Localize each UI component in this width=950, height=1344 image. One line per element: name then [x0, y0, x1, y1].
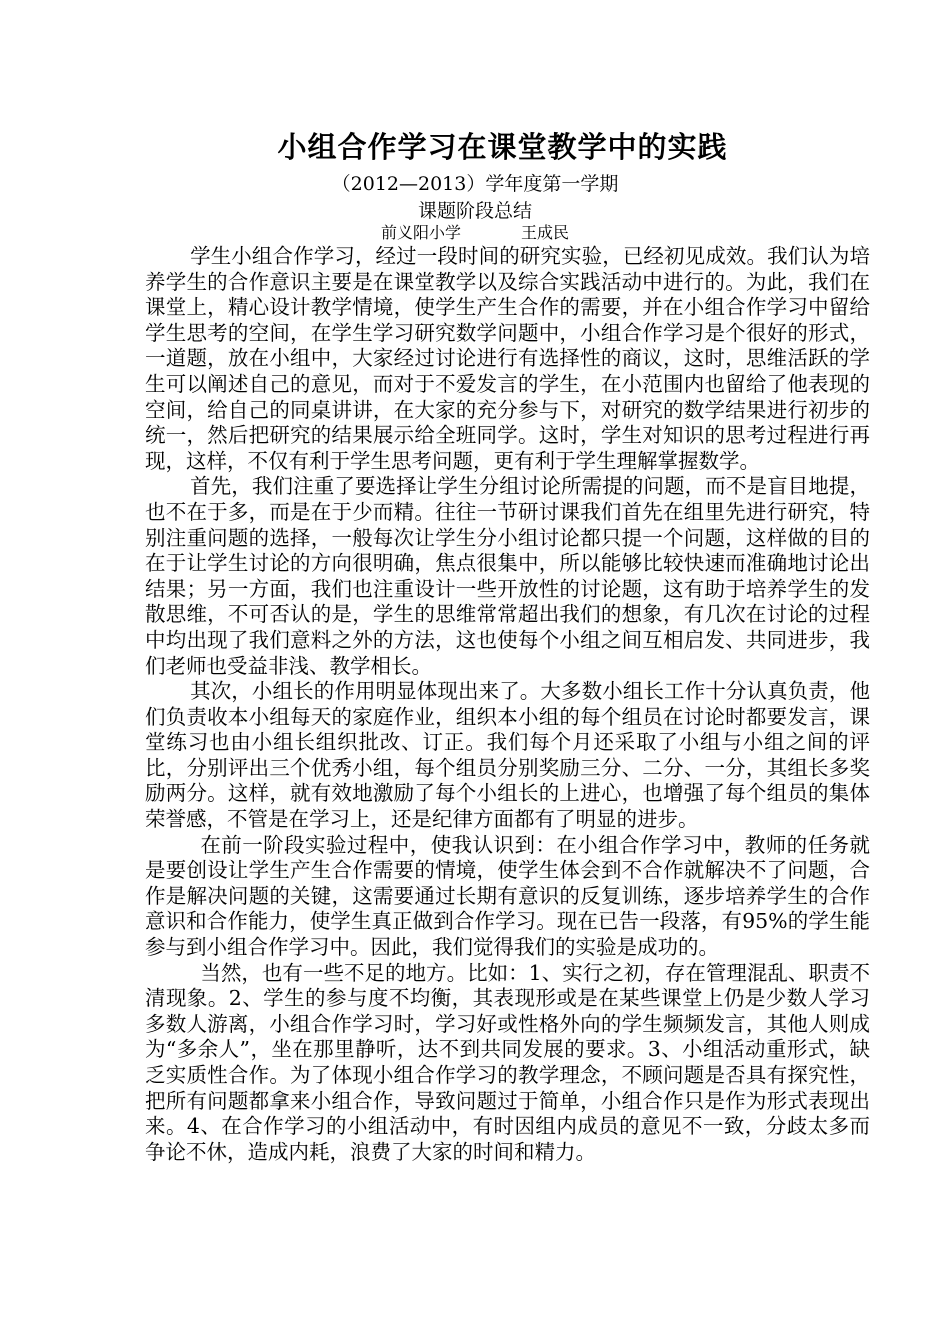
author-line [0, 222, 950, 244]
paragraph-intro: 学生小组合作学习，经过一段时间的研究实验，已经初见成效。我们认为培养学生的合作意识主要是在课堂教学以及综合实践活动中进行的。为此，我们在课堂上，精心设计教学情境，使学生产生合作的需要，并在小组合作学习中留给学生思考的空间，在学生学习研究数学问题中，小组合作学习是个很好的形式，一道题，放在小组中，大家经过讨论进行有选择性的商议，这时，思维活跃的学生可以阐述自己的意见，而对于不爱发言的学生，在小范围内也留给了他表现的空间，给自己的同桌讲讲，在大家的充分参与下，对研究的数学结果进行初步的统一，然后把研究的结果展示给全班同学。这时，学生对知识的思考过程进行再现，这样，不仅有利于学生思考问题，更有利于学生理解掌握数学。 [145, 244, 870, 473]
document-subtitle-term: （2012—2013）学年度第一学期 [331, 173, 619, 195]
paragraph-second: 其次，小组长的作用明显体现出来了。大多数小组长工作十分认真负责，他们负责收本小组每天的家庭作业，组织本小组的每个组员在讨论时都要发言，课堂练习也由小组长组织批改、订正。我们每个月还采取了小组与小组之间的评比，分别评出三个优秀小组，每个组员分别奖励三分、二分、一分，其组长多奖励两分。这样，就有效地激励了每个小组长的上进心，也增强了每个组员的集体荣誉感，不管是在学习上，还是纪律方面都有了明显的进步。 [145, 679, 870, 832]
document-body [145, 244, 870, 1165]
author-name: 王成民 [521, 223, 570, 242]
paragraph-insight: 在前一阶段实验过程中，使我认识到：在小组合作学习中，教师的任务就是要创设让学生产生合作需要的情境，使学生体会到不合作就解决不了问题，合作是解决问题的关键，这需要通过长期有意识的反复训练，逐步培养学生的合作意识和合作能力，使学生真正做到合作学习。现在已告一段落，有95%的学生能参与到小组合作学习中。因此，我们觉得我们的实验是成功的。 [145, 832, 870, 960]
document-subtitle-summary: 课题阶段总结 [417, 200, 532, 222]
school-name: 前义阳小学 [380, 223, 461, 242]
paragraph-first: 首先，我们注重了要选择让学生分组讨论所需提的问题，而不是盲目地提，也不在于多，而是在于少而精。往往一节研讨课我们首先在组里先进行研究，特别注重问题的选择，一般每次让学生分小组讨论都只提一个问题，这样做的目的在于让学生讨论的方向很明确，焦点很集中，所以能够比较快速而准确地讨论出结果；另一方面，我们也注重设计一些开放性的讨论题，这有助于培养学生的发散思维，不可否认的是，学生的思维常常超出我们的想象，有几次在讨论的过程中均出现了我们意料之外的方法，这也使每个小组之间互相启发、共同进步，我们老师也受益非浅、教学相长。 [145, 474, 870, 678]
paragraph-shortcomings: 当然，也有一些不足的地方。比如：1、实行之初，存在管理混乱、职责不清现象。2、学生的参与度不均衡，其表现形或是在某些课堂上仍是少数人学习多数人游离，小组合作学习时，学习好或性格外向的学生频频发言，其他人则成为“多余人”，坐在那里静听，达不到共同发展的要求。3、小组活动重形式，缺乏实质性合作。为了体现小组合作学习的教学理念，不顾问题是否具有探究性，把所有问题都拿来小组合作，导致问题过于简单，小组合作只是作为形式表现出来。4、在合作学习的小组活动中，有时因组内成员的意见不一致，分歧太多而争论不休，造成内耗，浪费了大家的时间和精力。 [145, 960, 870, 1164]
document-title: 小组合作学习在课堂教学中的实践 [277, 130, 728, 164]
